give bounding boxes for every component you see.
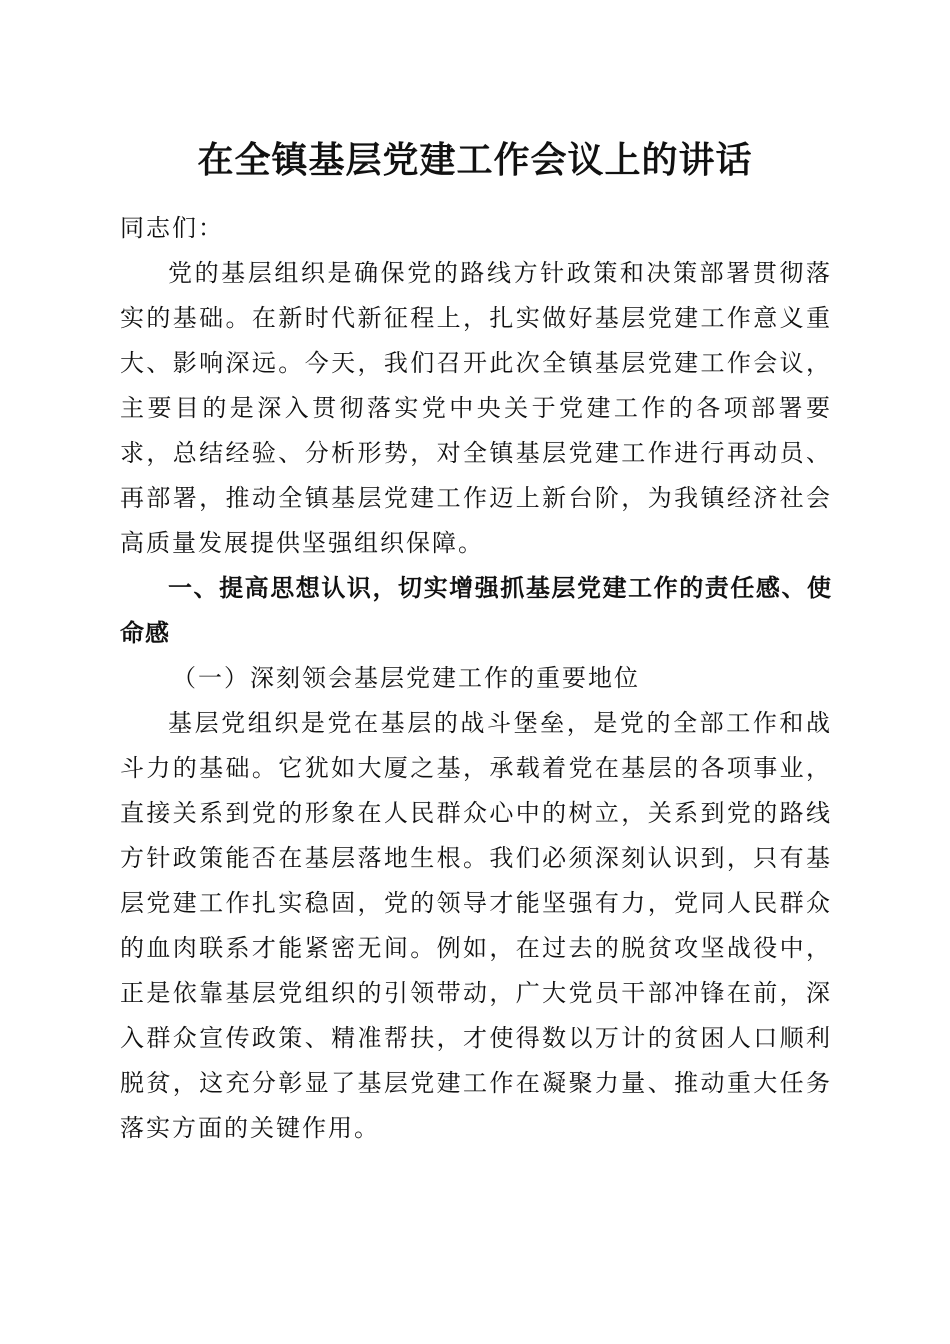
subsection-paragraph-1: 基层党组织是党在基层的战斗堡垒，是党的全部工作和战斗力的基础。它犹如大厦之基，承载着党在基层的各项事业，直接关系到党的形象在人民群众心中的树立，关系到党的路线方针政策能否在基层落地生根。我们必须深刻认识到，只有基层党建工作扎实稳固，党的领导才能坚强有力，党同人民群众的血肉联系才能紧密无间。例如，在过去的脱贫攻坚战役中，正是依靠基层党组织的引领带动，广大党员干部冲锋在前，深入群众宣传政策、精准帮扶，才使得数以万计的贫困人口顺利脱贫，这充分彰显了基层党建工作在凝聚力量、推动重大任务落实方面的关键作用。: [120, 709, 832, 1142]
section-heading-1: 一、提高思想认识，切实增强抓基层党建工作的责任感、使命感: [120, 574, 832, 647]
document-body: [120, 206, 832, 1151]
salutation: 同志们：: [120, 214, 224, 242]
document-title: 在全镇基层党建工作会议上的讲话: [197, 139, 753, 181]
intro-paragraph: 党的基层组织是确保党的路线方针政策和决策部署贯彻落实的基础。在新时代新征程上，扎实做好基层党建工作意义重大、影响深远。今天，我们召开此次全镇基层党建工作会议，主要目的是深入贯彻落实党中央关于党建工作的各项部署要求，总结经验、分析形势，对全镇基层党建工作进行再动员、再部署，推动全镇基层党建工作迈上新台阶，为我镇经济社会高质量发展提供坚强组织保障。: [120, 259, 832, 557]
subsection-heading-1: （一）深刻领会基层党建工作的重要地位: [172, 664, 640, 692]
